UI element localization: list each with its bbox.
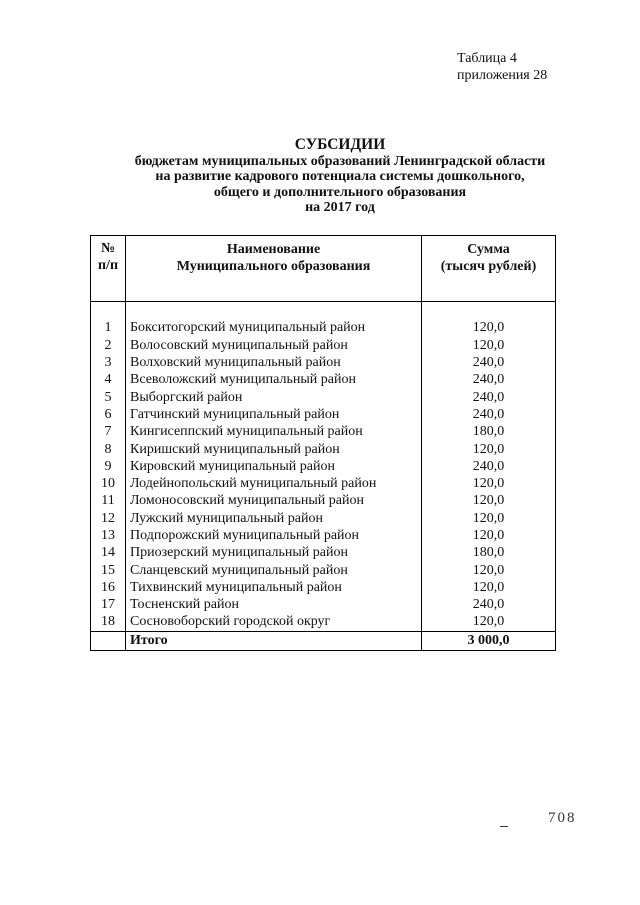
title-line: на развитие кадрового потенциала системы дошкольного, bbox=[155, 169, 525, 184]
row-municipality: Приозерский муниципальный район bbox=[126, 544, 422, 561]
row-sum: 120,0 bbox=[422, 337, 556, 354]
row-municipality: Киришский муниципальный район bbox=[126, 440, 422, 457]
table-row bbox=[91, 475, 556, 492]
col-header-name-line2: Муниципального образования bbox=[176, 259, 371, 274]
col-header-name bbox=[126, 236, 422, 302]
table-row bbox=[91, 406, 556, 423]
col-header-sum-line2: (тысяч рублей) bbox=[440, 259, 537, 274]
row-sum: 240,0 bbox=[422, 354, 556, 371]
table-row bbox=[91, 388, 556, 405]
row-sum: 180,0 bbox=[422, 544, 556, 561]
row-municipality: Бокситогорский муниципальный район bbox=[126, 319, 422, 336]
row-sum: 180,0 bbox=[422, 423, 556, 440]
table-row bbox=[91, 544, 556, 561]
row-municipality: Волховский муниципальный район bbox=[126, 354, 422, 371]
col-header-number-line1: № bbox=[100, 241, 116, 256]
row-municipality: Гатчинский муниципальный район bbox=[126, 406, 422, 423]
row-number: 17 bbox=[91, 596, 126, 613]
row-number: 4 bbox=[91, 371, 126, 388]
row-sum: 120,0 bbox=[422, 440, 556, 457]
row-municipality: Волосовский муниципальный район bbox=[126, 337, 422, 354]
document-title bbox=[60, 137, 620, 216]
row-number: 6 bbox=[91, 406, 126, 423]
row-number: 10 bbox=[91, 475, 126, 492]
row-sum: 120,0 bbox=[422, 492, 556, 509]
row-sum: 240,0 bbox=[422, 388, 556, 405]
row-number: 3 bbox=[91, 354, 126, 371]
row-number: 13 bbox=[91, 527, 126, 544]
table-row bbox=[91, 319, 556, 336]
row-number: 12 bbox=[91, 510, 126, 527]
row-number: 14 bbox=[91, 544, 126, 561]
total-label: Итого bbox=[126, 631, 422, 650]
total-sum: 3 000,0 bbox=[422, 631, 556, 650]
title-line: общего и дополнительного образования bbox=[213, 184, 467, 200]
row-number: 1 bbox=[91, 319, 126, 336]
row-sum: 240,0 bbox=[422, 458, 556, 475]
row-number: 18 bbox=[91, 613, 126, 631]
row-number: 11 bbox=[91, 492, 126, 509]
table-spacer bbox=[91, 302, 556, 320]
row-sum: 120,0 bbox=[422, 475, 556, 492]
row-municipality: Тосненский район bbox=[126, 596, 422, 613]
table-header-row bbox=[91, 236, 556, 302]
row-municipality: Лужский муниципальный район bbox=[126, 510, 422, 527]
row-sum: 120,0 bbox=[422, 613, 556, 631]
table-row bbox=[91, 596, 556, 613]
row-number: 8 bbox=[91, 440, 126, 457]
col-header-number bbox=[91, 236, 126, 302]
row-number: 16 bbox=[91, 579, 126, 596]
row-municipality: Сосновоборский городской округ bbox=[126, 613, 422, 631]
table-row bbox=[91, 371, 556, 388]
row-municipality: Сланцевский муниципальный район bbox=[126, 561, 422, 578]
row-municipality: Подпорожский муниципальный район bbox=[126, 527, 422, 544]
row-municipality: Всеволожский муниципальный район bbox=[126, 371, 422, 388]
table-row bbox=[91, 492, 556, 509]
row-sum: 120,0 bbox=[422, 561, 556, 578]
table-row bbox=[91, 527, 556, 544]
col-header-sum-line1: Сумма bbox=[467, 242, 510, 257]
appendix-number: приложения 28 bbox=[457, 68, 548, 83]
table-row bbox=[91, 579, 556, 596]
row-number: 5 bbox=[91, 388, 126, 405]
row-sum: 120,0 bbox=[422, 579, 556, 596]
title-line: бюджетам муниципальных образований Ленинградской области bbox=[134, 153, 546, 169]
row-municipality: Выборгский район bbox=[126, 388, 422, 405]
row-sum: 240,0 bbox=[422, 371, 556, 388]
col-header-name-line1: Наименование bbox=[226, 242, 321, 257]
table-row bbox=[91, 561, 556, 578]
table-row bbox=[91, 613, 556, 631]
table-reference bbox=[457, 50, 547, 84]
row-number: 2 bbox=[91, 337, 126, 354]
row-sum: 240,0 bbox=[422, 596, 556, 613]
row-number: 7 bbox=[91, 423, 126, 440]
title-main: СУБСИДИИ bbox=[294, 136, 386, 153]
row-sum: 120,0 bbox=[422, 510, 556, 527]
row-sum: 120,0 bbox=[422, 527, 556, 544]
page-number: 708 bbox=[548, 810, 577, 826]
table-row bbox=[91, 440, 556, 457]
row-municipality: Ломоносовский муниципальный район bbox=[126, 492, 422, 509]
subsidy-table bbox=[90, 235, 556, 651]
total-number-cell bbox=[91, 631, 126, 650]
table-row bbox=[91, 458, 556, 475]
title-line: на 2017 год bbox=[305, 200, 375, 215]
table-row bbox=[91, 337, 556, 354]
row-municipality: Кингисеппский муниципальный район bbox=[126, 423, 422, 440]
row-municipality: Лодейнопольский муниципальный район bbox=[126, 475, 422, 492]
page-mark-dash bbox=[500, 826, 508, 827]
table-row bbox=[91, 510, 556, 527]
row-municipality: Тихвинский муниципальный район bbox=[126, 579, 422, 596]
row-sum: 240,0 bbox=[422, 406, 556, 423]
row-number: 15 bbox=[91, 561, 126, 578]
row-sum: 120,0 bbox=[422, 319, 556, 336]
table-row bbox=[91, 423, 556, 440]
table-total-row bbox=[91, 631, 556, 650]
table-number: Таблица 4 bbox=[457, 51, 517, 66]
row-municipality: Кировский муниципальный район bbox=[126, 458, 422, 475]
col-header-sum bbox=[422, 236, 556, 302]
table-row bbox=[91, 354, 556, 371]
col-header-number-line2: п/п bbox=[97, 258, 119, 273]
row-number: 9 bbox=[91, 458, 126, 475]
